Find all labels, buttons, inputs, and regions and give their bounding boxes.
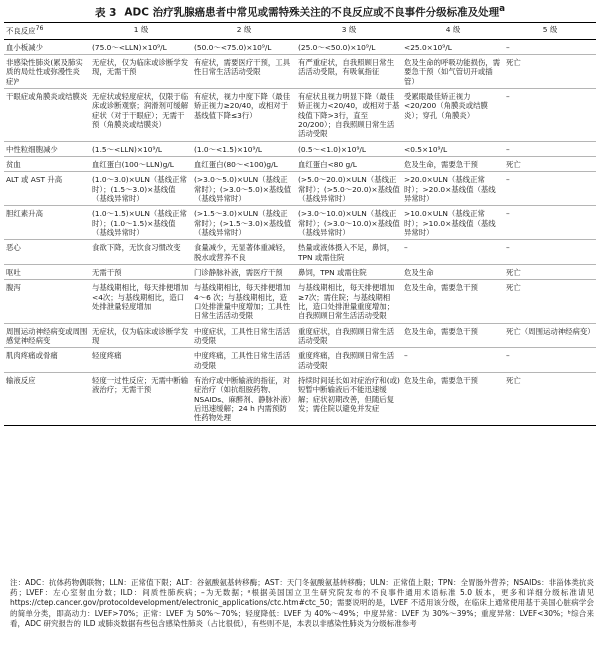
grade-3-criteria: 与基线期相比，每天排便增加≥7次；需住院；与基线期相比，造口处排泄量重度增加；自我照顾日常生活活动受限 <box>296 280 402 323</box>
grade-5-criteria: 死亡 <box>504 280 596 323</box>
grade-2-criteria: (1.0～<1.5)×10⁹/L <box>192 141 296 156</box>
grade-5-criteria: – <box>504 39 596 54</box>
adverse-reaction-name: 干眼症或角膜炎或结膜炎 <box>4 89 90 142</box>
grade-1-criteria: (1.5～<LLN)×10⁹/L <box>90 141 192 156</box>
adverse-reaction-name: 周围运动神经病变或周围感觉神经病变 <box>4 323 90 348</box>
table-label: 表 3 <box>94 6 117 19</box>
grade-2-criteria: 与基线期相比，每天排便增加 4～6 次；与基线期相比，造口处排泄量中度增加；工具性日常生活活动受限 <box>192 280 296 323</box>
grade-1-criteria: 血红蛋白(100～LLN)g/L <box>90 157 192 172</box>
grade-1-criteria: (1.0～1.5)×ULN（基线正常时）；(1.0～1.5)×基线值（基线异常时） <box>90 206 192 240</box>
grade-4-criteria: <0.5×10⁹/L <box>402 141 504 156</box>
grade-3-criteria: (25.0～<50.0)×10⁹/L <box>296 39 402 54</box>
table-row <box>4 55 596 89</box>
grade-2-criteria: 中度疼痛，工具性日常生活活动受限 <box>192 348 296 373</box>
grading-table <box>4 22 596 426</box>
grade-5-criteria: 死亡（周围运动神经病变） <box>504 323 596 348</box>
grade-3-criteria: (>5.0～20.0)×ULN（基线正常时）；(>5.0～20.0)×基线值（基线异常时） <box>296 172 402 206</box>
grade-5-criteria: – <box>504 240 596 265</box>
grade-3-criteria: 有症状且视力明显下降（最佳矫正视力<20/40，或相对于基线值下降>3行，直至20/200）；自我照顾日常生活活动受限 <box>296 89 402 142</box>
grade-2-criteria: 中度症状，工具性日常生活活动受限 <box>192 323 296 348</box>
adverse-reaction-name: 血小板减少 <box>4 39 90 54</box>
grade-5-criteria: 死亡 <box>504 55 596 89</box>
adverse-reaction-name: 输液反应 <box>4 372 90 425</box>
table-row <box>4 240 596 265</box>
grade-1-criteria: (1.0～3.0)×ULN（基线正常时）；(1.5～3.0)×基线值（基线异常时） <box>90 172 192 206</box>
table-header-row <box>4 23 596 40</box>
table-row <box>4 89 596 142</box>
grade-3-criteria: 鼻饲，TPN 或需住院 <box>296 265 402 280</box>
grade-2-criteria: 有症状，需要医疗干预，工具性日常生活活动受限 <box>192 55 296 89</box>
grade-2-criteria: 门诊静脉补液，需医疗干预 <box>192 265 296 280</box>
grade-5-criteria: 死亡 <box>504 372 596 425</box>
grade-2-criteria: 有治疗或中断输液的指征，对症治疗（如抗组胺药物、NSAIDs、麻醉剂、静脉补液）后迅速缓解；24 h 内需预防性药物处理 <box>192 372 296 425</box>
grade-4-criteria: 危及生命，需要急干预 <box>402 323 504 348</box>
grade-3-criteria: 重度疼痛，自我照顾日常生活活动受限 <box>296 348 402 373</box>
header-grade-4: 4 级 <box>402 23 504 40</box>
header-adverse-reaction: 不良反应$^{76}$ <box>4 23 90 40</box>
header-ref-mark: 76 <box>35 25 44 32</box>
grade-5-criteria: – <box>504 89 596 142</box>
adverse-reaction-name: 腹泻 <box>4 280 90 323</box>
grade-1-criteria: 无症状，仅为临床或诊断学发现 <box>90 323 192 348</box>
grade-4-criteria: 危及生命的呼吸功能损伤，需要急干预（如气管切开或插管） <box>402 55 504 89</box>
grade-4-criteria: 危及生命 <box>402 265 504 280</box>
grade-5-criteria: 死亡 <box>504 265 596 280</box>
grade-1-criteria: 轻度疼痛 <box>90 348 192 373</box>
header-grade-5: 5 级 <box>504 23 596 40</box>
table-row <box>4 372 596 425</box>
adverse-reaction-name: ALT 或 AST 升高 <box>4 172 90 206</box>
table-row <box>4 172 596 206</box>
grade-4-criteria: – <box>402 240 504 265</box>
grade-1-criteria: 无症状或轻度症状，仅限于临床或诊断观察；润滑剂可缓解症状（对于干眼症）；无需干预（角膜炎或结膜炎） <box>90 89 192 142</box>
grade-3-criteria: 血红蛋白<80 g/L <box>296 157 402 172</box>
grade-2-criteria: 食量减少，无显著体重减轻，脱水或营养不良 <box>192 240 296 265</box>
table-row <box>4 141 596 156</box>
grade-3-criteria: 热量或液体摄入不足，鼻饲，TPN 或需住院 <box>296 240 402 265</box>
table-row <box>4 348 596 373</box>
grade-4-criteria: <25.0×10⁹/L <box>402 39 504 54</box>
table-row <box>4 206 596 240</box>
grade-4-criteria: – <box>402 348 504 373</box>
grade-1-criteria: 与基线期相比，每天排便增加<4次；与基线期相比，造口处排泄量轻度增加 <box>90 280 192 323</box>
table-row <box>4 323 596 348</box>
table-title-text: ADC 治疗乳腺癌患者中常见或需特殊关注的不良反应或不良事件分级标准及处理 <box>124 6 500 19</box>
grade-1-criteria: 无症状，仅为临床或诊断学发现，无需干预 <box>90 55 192 89</box>
grade-2-criteria: (>1.5～3.0)×ULN（基线正常时）；(>1.5～3.0)×基线值（基线异常时） <box>192 206 296 240</box>
grade-2-criteria: 血红蛋白(80～<100)g/L <box>192 157 296 172</box>
adverse-reaction-name: 中性粒细胞减少 <box>4 141 90 156</box>
table-row <box>4 39 596 54</box>
grade-3-criteria: 重度症状，自我照顾日常生活活动受限 <box>296 323 402 348</box>
table-title <box>0 4 600 20</box>
grade-5-criteria: 死亡 <box>504 157 596 172</box>
adverse-reaction-name: 贫血 <box>4 157 90 172</box>
grade-4-criteria: 危及生命，需要急干预 <box>402 280 504 323</box>
adverse-reaction-name: 胆红素升高 <box>4 206 90 240</box>
title-footnote-mark: a <box>499 4 506 14</box>
grade-3-criteria: (>3.0～10.0)×ULN（基线正常时）；(>3.0～10.0)×基线值（基线异常时） <box>296 206 402 240</box>
header-grade-1: 1 级 <box>90 23 192 40</box>
table-row <box>4 265 596 280</box>
table-footnote: 注：ADC：抗体药物偶联物；LLN：正常值下限；ALT：谷氨酸氨基转移酶；AST：天门冬氨酸氨基转移酶；ULN：正常值上限；TPN：全胃肠外营养；NSAIDs：非甾体类抗炎药；LVEF：左心室射血分数；ILD：间质性肺疾病；–为无数据；ᵃ根据美国国立卫生研究院发布的不良事件通用术语标准 5.0 版本，更多和详细分级标准请见 https://ctep.cancer.gov/protocoldevelopment/electronic_applications/ctc.htm#ctc_50；需要说明的是，LVEF 不适用该分级，在临床上通常使用基于美国心脏病学会的简单分类，即高动力：LVEF>70%；正常：LVEF 为 50%～70%；轻度降低：LVEF 为 40%～49%；中度异常：LVEF 为 30%～39%；重度异常：LVEF<30%；ᵇ综合来看，ADC 研究报告的 ILD 或肺炎数据有些包含感染性肺炎（占比很低），有些则不是，本表以非感染性肺炎为分级标准参考 <box>10 578 594 628</box>
grade-5-criteria: – <box>504 348 596 373</box>
header-grade-2: 2 级 <box>192 23 296 40</box>
grade-5-criteria: – <box>504 141 596 156</box>
grade-4-criteria: >10.0×ULN（基线正常时）；>10.0×基线值（基线异常时） <box>402 206 504 240</box>
table-row <box>4 157 596 172</box>
grade-4-criteria: >20.0×ULN（基线正常时）；>20.0×基线值（基线异常时） <box>402 172 504 206</box>
grade-2-criteria: 有症状，视力中度下降（最佳矫正视力≥20/40，或相对于基线值下降≤3行） <box>192 89 296 142</box>
grade-3-criteria: 有严重症状，自我照顾日常生活活动受限，有吸氧指征 <box>296 55 402 89</box>
grade-5-criteria: – <box>504 206 596 240</box>
grade-2-criteria: (50.0～<75.0)×10⁹/L <box>192 39 296 54</box>
grade-1-criteria: 无需干预 <box>90 265 192 280</box>
grade-1-criteria: 食欲下降，无饮食习惯改变 <box>90 240 192 265</box>
grade-4-criteria: 受累眼最佳矫正视力<20/200（角膜炎或结膜炎）；穿孔（角膜炎） <box>402 89 504 142</box>
grade-3-criteria: (0.5～<1.0)×10⁹/L <box>296 141 402 156</box>
grade-2-criteria: (>3.0～5.0)×ULN（基线正常时）；(>3.0～5.0)×基线值（基线异常时） <box>192 172 296 206</box>
adverse-reaction-name: 呕吐 <box>4 265 90 280</box>
grade-1-criteria: (75.0～<LLN)×10⁹/L <box>90 39 192 54</box>
table-row <box>4 280 596 323</box>
header-grade-3: 3 级 <box>296 23 402 40</box>
grade-5-criteria: – <box>504 172 596 206</box>
grade-4-criteria: 危及生命，需要急干预 <box>402 372 504 425</box>
grade-4-criteria: 危及生命，需要急干预 <box>402 157 504 172</box>
adverse-reaction-name: 恶心 <box>4 240 90 265</box>
adverse-reaction-name: 非感染性肺炎(累及肺实质的局灶性或弥漫性炎症)ᵇ <box>4 55 90 89</box>
grade-3-criteria: 持续时间延长如对症治疗和(或)短暂中断输液后不能迅速缓解；症状初期改善，但随后复发；需住院以避免并发症 <box>296 372 402 425</box>
adverse-reaction-name: 肌肉疼痛或骨痛 <box>4 348 90 373</box>
grade-1-criteria: 轻度一过性反应；无需中断输液治疗；无需干预 <box>90 372 192 425</box>
